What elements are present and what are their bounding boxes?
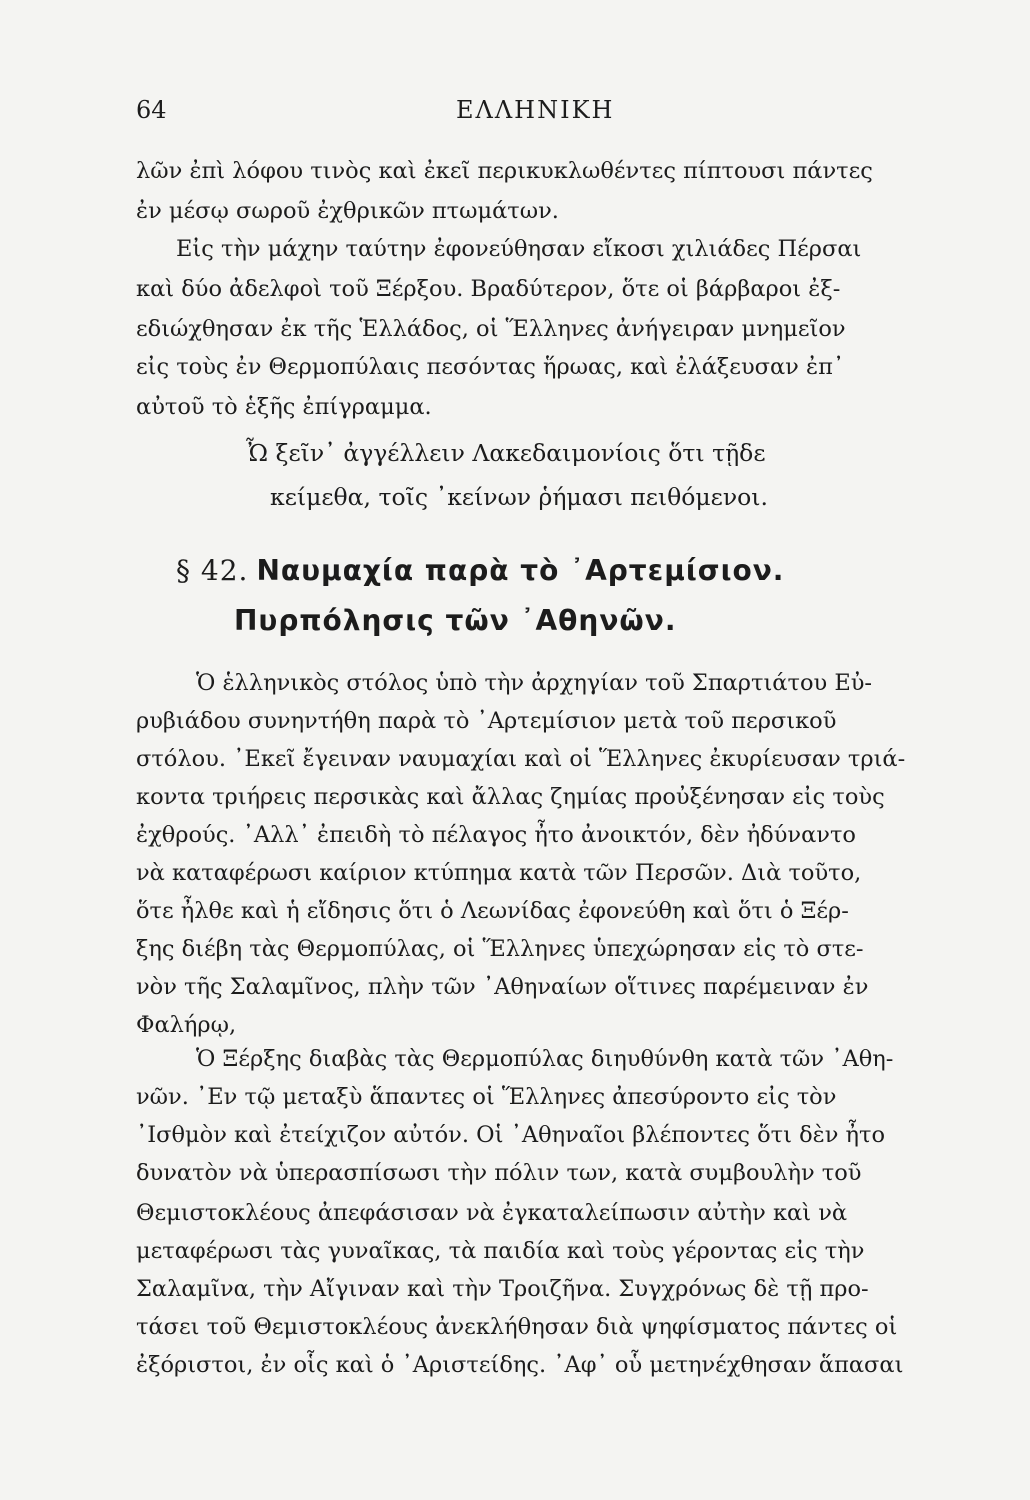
text-line: νὸν τῆς Σαλαμῖνος, πλὴν τῶν ᾽Αθηναίων οἵτινες παρέμειναν ἐν	[136, 974, 869, 1000]
text-line: εδιώχθησαν ἐκ τῆς Ἑλλάδος, οἱ Ἕλληνες ἀνήγειραν μνημεῖον	[136, 316, 846, 342]
text-line: νῶν. ᾽Εν τῷ μεταξὺ ἅπαντες οἱ Ἕλληνες ἀπεσύροντο εἰς τὸν	[136, 1084, 837, 1110]
text-line: ἐξόριστοι, ἐν οἷς καὶ ὁ ᾽Αριστείδης. ᾽Αφ᾽ οὗ μετηνέχθησαν ἅπασαι	[136, 1352, 904, 1378]
text-line: ξης διέβη τὰς Θερμοπύλας, οἱ Ἕλληνες ὑπεχώρησαν εἰς τὸ στε-	[136, 936, 864, 962]
epigram-line: Ὦ ξεῖν᾽ ἀγγέλλειν Λακεδαιμονίοις ὅτι τῇδε	[246, 439, 766, 467]
text-line: Θεμιστοκλέους ἀπεφάσισαν νὰ ἐγκαταλείπωσιν αὐτὴν καὶ νὰ	[136, 1200, 848, 1226]
text-line: ἐν μέσῳ σωροῦ ἐχθρικῶν πτωμάτων.	[136, 198, 559, 224]
text-line: εἰς τοὺς ἐν Θερμοπύλαις πεσόντας ἥρωας, καὶ ἐλάξευσαν ἐπ᾽	[136, 354, 845, 380]
page-number: 64	[136, 96, 167, 124]
text-line: στόλου. ᾽Εκεῖ ἔγειναν ναυμαχίαι καὶ οἱ Ἕλληνες ἐκυρίευσαν τριά-	[136, 746, 906, 772]
text-line: τάσει τοῦ Θεμιστοκλέους ἀνεκλήθησαν διὰ ψηφίσματος πάντες οἱ	[136, 1314, 898, 1340]
text-line: ᾽Ισθμὸν καὶ ἐτείχιζον αὐτόν. Οἱ ᾽Αθηναῖοι βλέποντες ὅτι δὲν ἦτο	[136, 1122, 885, 1148]
section-title-line1: Ναυμαχία παρὰ τὸ ᾽Αρτεμίσιον.	[256, 554, 785, 587]
text-line: κοντα τριήρεις περσικὰς καὶ ἄλλας ζημίας προὐξένησαν εἰς τοὺς	[136, 784, 885, 810]
text-line: νὰ καταφέρωσι καίριον κτύπημα κατὰ τῶν Περσῶν. Διὰ τοῦτο,	[136, 860, 862, 886]
text-line: ὅτε ἦλθε καὶ ἡ εἴδησις ὅτι ὁ Λεωνίδας ἐφονεύθη καὶ ὅτι ὁ Ξέρ-	[136, 898, 849, 924]
text-line: Εἰς τὴν μάχην ταύτην ἐφονεύθησαν εἴκοσι χιλιάδες Πέρσαι	[176, 236, 862, 262]
text-line: Ὁ Ξέρξης διαβὰς τὰς Θερμοπύλας διηυθύνθη κατὰ τῶν ᾽Αθη-	[196, 1046, 894, 1072]
section-title-line2: Πυρπόλησις τῶν ᾽Αθηνῶν.	[234, 604, 677, 637]
section-number: § 42.	[176, 554, 249, 587]
page-header	[136, 96, 956, 132]
text-line: αὐτοῦ τὸ ἑξῆς ἐπίγραμμα.	[136, 394, 432, 420]
text-line: Φαλήρῳ,	[136, 1012, 237, 1038]
running-title: ΕΛΛΗΝΙΚΗ	[456, 96, 615, 124]
text-line: καὶ δύο ἀδελφοὶ τοῦ Ξέρξου. Βραδύτερον, ὅτε οἱ βάρβαροι ἐξ-	[136, 276, 841, 302]
text-line: μεταφέρωσι τὰς γυναῖκας, τὰ παιδία καὶ τοὺς γέροντας εἰς τὴν	[136, 1238, 865, 1264]
text-line: Σαλαμῖνα, τὴν Αἴγιναν καὶ τὴν Τροιζῆνα. Συγχρόνως δὲ τῇ προ-	[136, 1276, 869, 1302]
text-line: ρυβιάδου συνηντήθη παρὰ τὸ ᾽Αρτεμίσιον μετὰ τοῦ περσικοῦ	[136, 708, 837, 734]
text-line: δυνατὸν νὰ ὑπερασπίσωσι τὴν πόλιν των, κατὰ συμβουλὴν τοῦ	[136, 1160, 862, 1186]
epigram-line: κείμεθα, τοῖς ᾽κείνων ῥήμασι πειθόμενοι.	[270, 483, 768, 511]
text-line: Ὁ ἑλληνικὸς στόλος ὑπὸ τὴν ἀρχηγίαν τοῦ Σπαρτιάτου Εὐ-	[196, 670, 873, 696]
text-line: ἐχθρούς. ᾽Αλλ᾽ ἐπειδὴ τὸ πέλαγος ἦτο ἀνοικτόν, δὲν ἠδύναντο	[136, 822, 856, 848]
section-heading	[176, 554, 936, 587]
text-line: λῶν ἐπὶ λόφου τινὸς καὶ ἐκεῖ περικυκλωθέντες πίπτουσι πάντες	[136, 158, 873, 184]
